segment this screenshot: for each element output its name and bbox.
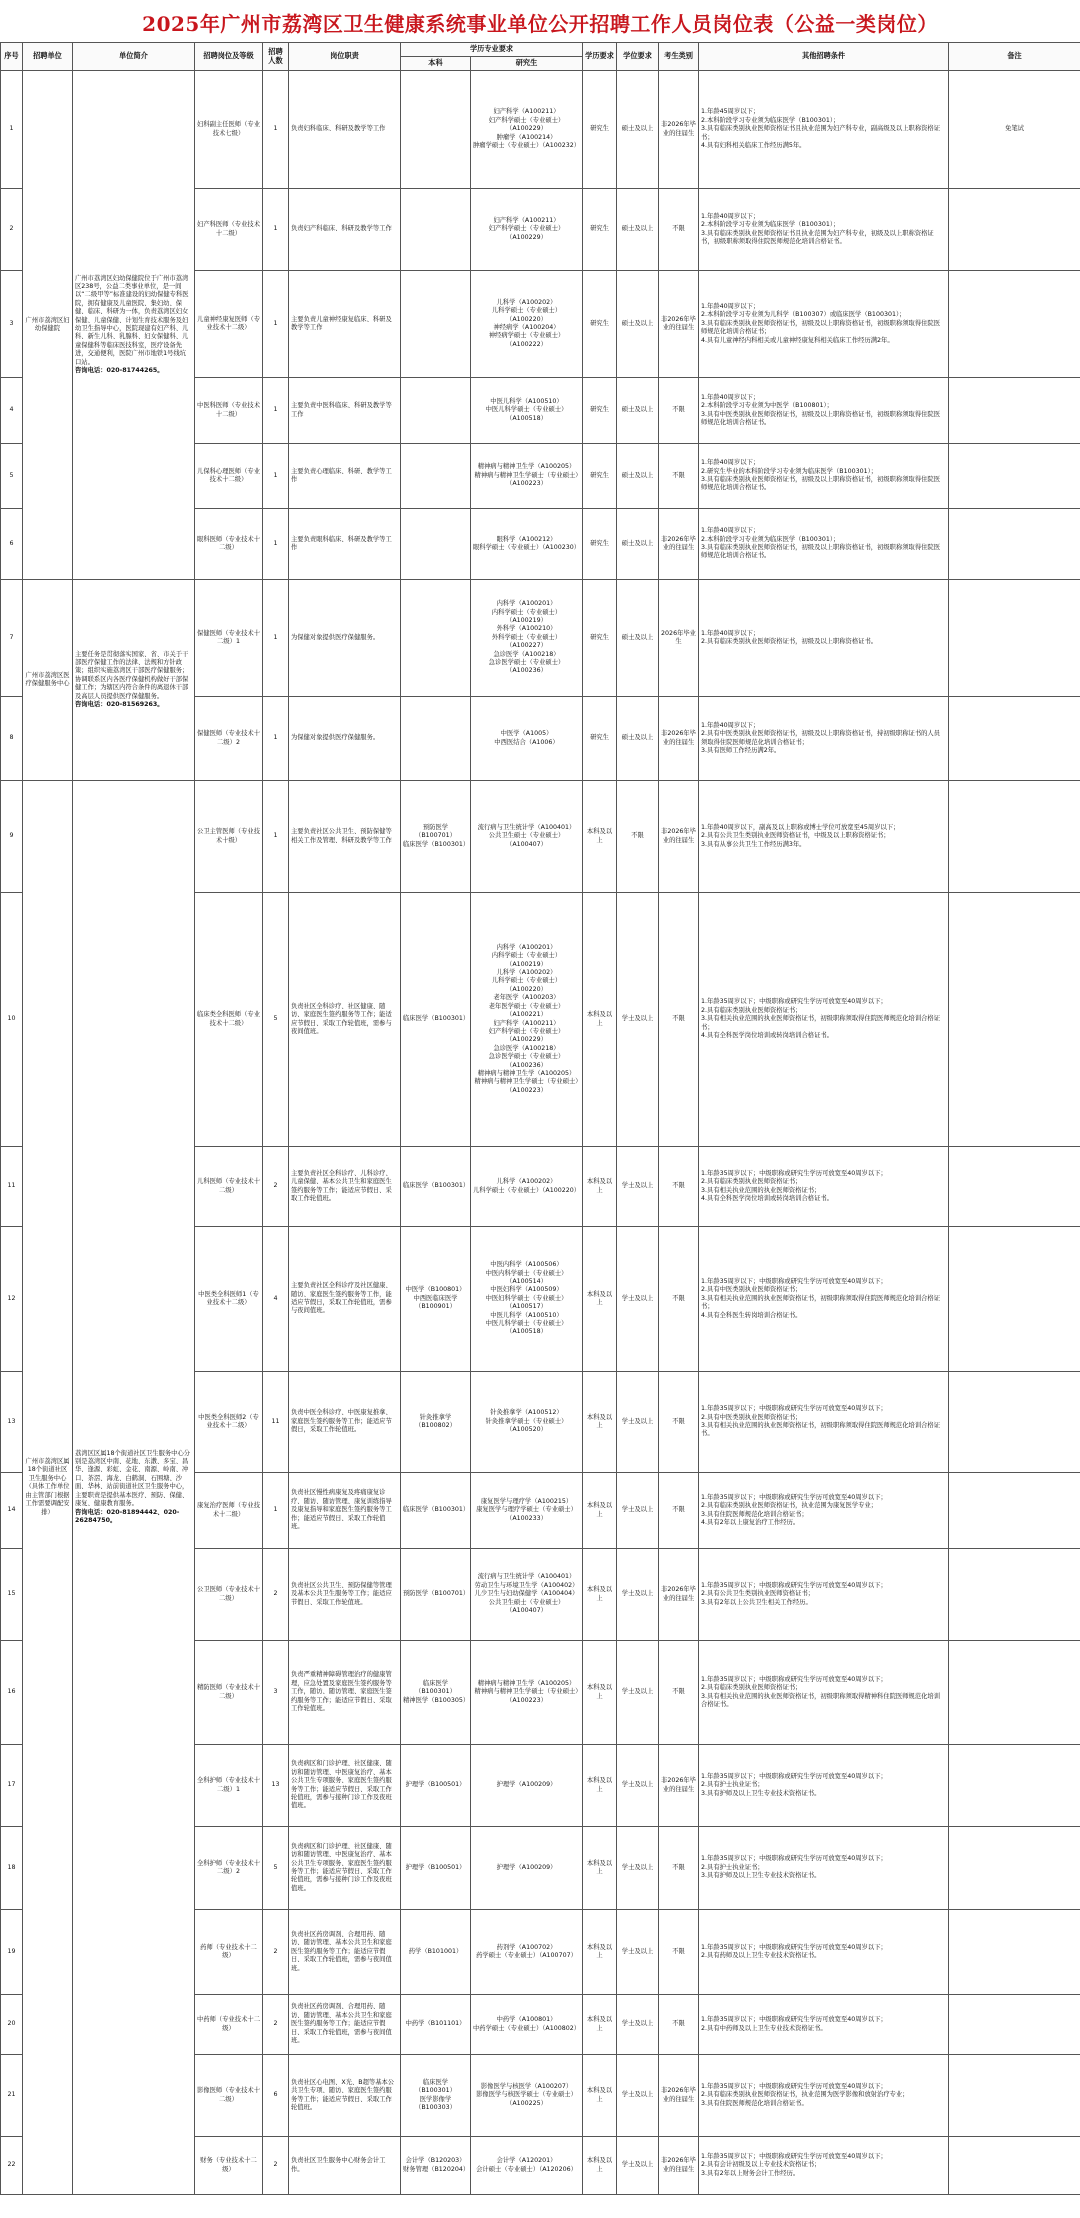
job-table <box>0 42 1080 2195</box>
cell-duty: 主要负责眼科临床、科研及教学等工作 <box>289 509 401 580</box>
cell-grad: 会计学（A120201） 会计硕士（专业硕士）（A120206） <box>471 2137 583 2195</box>
cell-ug: 临床医学（B100301） 精神医学（B100305） <box>401 1641 471 1745</box>
cell-num: 1 <box>263 697 289 781</box>
cell-degree: 硕士及以上 <box>617 271 659 378</box>
cell-degree: 学士及以上 <box>617 1910 659 1995</box>
cell-num: 5 <box>263 1827 289 1910</box>
cell-cond: 1.年龄40周岁以下； 2.本科阶段学习专业须为临床医学（B100301）； 3.具有临床类别执业医师资格证书，初级及以上职称资格证书，初级职称须取得住院医师规范化培训合格证书。 <box>699 509 949 580</box>
cell-grad: 儿科学（A100202） 儿科学硕士（专业硕士）（A100220） <box>471 1147 583 1227</box>
cell-degree: 学士及以上 <box>617 1227 659 1372</box>
cell-num: 1 <box>263 271 289 378</box>
cell-seq: 1 <box>1 71 23 189</box>
cell-duty: 主要负责儿童神经康复临床、科研及教学等工作 <box>289 271 401 378</box>
cell-cond: 1.年龄35周岁以下；中级职称或研究生学历可放宽至40周岁以下； 2.具有会计初级及以上专业技术资格证书； 3.具有2年以上财务会计工作经历。 <box>699 2137 949 2195</box>
cell-post: 药师（专业技术十二级） <box>195 1910 263 1995</box>
cell-edu: 本科及以上 <box>583 1473 617 1549</box>
cell-cond: 1.年龄40周岁以下； 2.具有临床类别执业医师资格证书，初级及以上职称资格证书。 <box>699 580 949 697</box>
cell-edu: 研究生 <box>583 71 617 189</box>
cell-num: 4 <box>263 1227 289 1372</box>
cell-intro <box>73 71 195 580</box>
cell-post: 影像医师（专业技术十二级） <box>195 2055 263 2137</box>
cell-cond: 1.年龄40周岁以下； 2.本科阶段学习专业须为儿科学（B100307）或临床医学（B100301）； 3.具有临床类别执业医师资格证书，初级及以上职称资格证书，初级职称须取得住院医师规范化培训合格证书； 4.具有儿童神经内科相关或儿童神经康复科相关临床工作经历满2年。 <box>699 271 949 378</box>
cell-edu: 研究生 <box>583 580 617 697</box>
cell-edu: 本科及以上 <box>583 1549 617 1641</box>
cell-degree: 硕士及以上 <box>617 444 659 509</box>
cell-post: 中药师（专业技术十二级） <box>195 1995 263 2055</box>
cell-duty: 负责社区公共卫生、预防保健等管理及基本公共卫生服务等工作；能适应节假日、采取工作轮值班。 <box>289 1549 401 1641</box>
cell-note <box>949 1549 1080 1641</box>
cell-duty: 负责妇科临床、科研及教学等工作 <box>289 71 401 189</box>
header-duty: 岗位职责 <box>289 43 401 71</box>
table-row <box>1 580 1080 697</box>
cell-note <box>949 2137 1080 2195</box>
cell-edu: 本科及以上 <box>583 1910 617 1995</box>
cell-grad: 妇产科学（A100211） 妇产科学硕士（专业硕士）（A100229） 肿瘤学（A100214） 肿瘤学硕士（专业硕士）（A100232） <box>471 71 583 189</box>
cell-cond: 1.年龄40周岁以下； 2.具有中医类别执业医师资格证书，初级及以上职称资格证书，持初级职称证书的人员须取得住院医师规范化培训合格证书； 3.具有医师工作经历满2年。 <box>699 697 949 781</box>
cell-intro <box>73 580 195 781</box>
cell-edu: 本科及以上 <box>583 2055 617 2137</box>
unit-intro-text: 广州市荔湾区妇幼保健院位于广州市荔湾区238号，公益二类事业单位，是一间以“二级甲等”标准建设的妇幼保健专科医院，拥有健康及儿童医院、集妇幼、保健、临床、科研为一体，负责荔湾区妇女保健、儿童保健、计划生育技术服务及妇幼卫生指导中心，医院现建有妇产科、儿科、新生儿科、乳腺科、妇女保健科、儿童保健科等临床医技科室，医疗设备先进，交通便利，医院广州市地铁1号线坑口站。 <box>75 274 189 366</box>
cell-degree: 硕士及以上 <box>617 189 659 271</box>
cell-cand: 非2026年毕业的往届生 <box>659 781 699 893</box>
header-degree: 学位要求 <box>617 43 659 71</box>
cell-note <box>949 189 1080 271</box>
cell-ug: 中药学（B101101） <box>401 1995 471 2055</box>
cell-post: 公卫医师（专业技术十二级） <box>195 1549 263 1641</box>
cell-degree: 学士及以上 <box>617 1549 659 1641</box>
cell-ug: 预防医学（B100701） 临床医学（B100301） <box>401 781 471 893</box>
cell-seq: 6 <box>1 509 23 580</box>
cell-cand: 不限 <box>659 1827 699 1910</box>
cell-edu: 本科及以上 <box>583 1372 617 1473</box>
cell-seq: 11 <box>1 1147 23 1227</box>
cell-cond: 1.年龄35周岁以下；中级职称或研究生学历可放宽至40周岁以下； 2.具有临床类别执业医师资格证书，执业范围为康复医学专业； 3.具有住院医师规范化培训合格证书； 4.具有2年以上康复治疗工作经历。 <box>699 1473 949 1549</box>
header-num: 招聘人数 <box>263 43 289 71</box>
cell-cand: 不限 <box>659 1372 699 1473</box>
header-cond: 其他招聘条件 <box>699 43 949 71</box>
cell-ug: 会计学（B120203） 财务管理（B120204） <box>401 2137 471 2195</box>
cell-degree: 不限 <box>617 781 659 893</box>
cell-cand: 非2026年毕业的往届生 <box>659 1549 699 1641</box>
cell-ug <box>401 378 471 444</box>
cell-ug <box>401 271 471 378</box>
cell-seq: 20 <box>1 1995 23 2055</box>
cell-duty: 为保健对象提供医疗保健服务。 <box>289 580 401 697</box>
unit-phone: 咨询电话：020-81894442、020-26284750。 <box>75 1508 180 1524</box>
cell-note <box>949 580 1080 697</box>
cell-note <box>949 1745 1080 1827</box>
table-row <box>1 71 1080 189</box>
cell-cand: 不限 <box>659 1995 699 2055</box>
cell-post: 精防医师（专业技术十二级） <box>195 1641 263 1745</box>
cell-grad: 药剂学（A100702） 药学硕士（专业硕士）（A100707） <box>471 1910 583 1995</box>
cell-edu: 本科及以上 <box>583 781 617 893</box>
cell-grad: 内科学（A100201） 内科学硕士（专业硕士）（A100219） 外科学（A100210） 外科学硕士（专业硕士）（A100227） 急诊医学（A100218） 急诊医学硕士（专业硕士）（A100236） <box>471 580 583 697</box>
cell-cond: 1.年龄35周岁以下；中级职称或研究生学历可放宽至40周岁以下； 2.具有中医类别执业医师资格证书； 3.具有相关执业范围的执业医师资格证书，初级职称须取得住院医师规范化培训合格证书。 <box>699 1372 949 1473</box>
cell-ug: 临床医学（B100301） <box>401 893 471 1147</box>
cell-cand: 不限 <box>659 1473 699 1549</box>
cell-note <box>949 1827 1080 1910</box>
cell-degree: 硕士及以上 <box>617 71 659 189</box>
cell-seq: 18 <box>1 1827 23 1910</box>
header-ug: 本科 <box>401 57 471 71</box>
cell-cand: 非2026年毕业的往届生 <box>659 2137 699 2195</box>
cell-duty: 主要负责心理临床、科研、教学等工作 <box>289 444 401 509</box>
cell-num: 11 <box>263 1372 289 1473</box>
cell-num: 13 <box>263 1745 289 1827</box>
header-grad: 研究生 <box>471 57 583 71</box>
cell-ug: 临床医学（B100301） 医学影像学（B100303） <box>401 2055 471 2137</box>
cell-post: 中医科医师（专业技术十二级） <box>195 378 263 444</box>
unit-intro-text: 主要任务是贯彻落实国家、省、市关于干部医疗保健工作的法律、法规和方针政策；组织实施荔湾区干部医疗保健服务；协调联系区内各医疗保健机构做好干部保健工作；为辖区内符合条件的离退休干部及高层人员提供医疗保健服务。 <box>75 650 189 700</box>
header-major: 学历专业要求 <box>401 43 583 57</box>
cell-cand: 不限 <box>659 1641 699 1745</box>
cell-cond: 1.年龄35周岁以下；中级职称或研究生学历可放宽至40周岁以下； 2.具有护士执业证书； 3.具有护师及以上卫生专业技术资格证书。 <box>699 1827 949 1910</box>
cell-note: 免笔试 <box>949 71 1080 189</box>
cell-num: 3 <box>263 1641 289 1745</box>
cell-cand: 非2026年毕业的往届生 <box>659 71 699 189</box>
cell-seq: 5 <box>1 444 23 509</box>
cell-duty: 负责妇产科临床、科研及教学等工作 <box>289 189 401 271</box>
cell-cond: 1.年龄40周岁以下，副高及以上职称或博士学位可放宽至45周岁以下； 2.具有公共卫生类别执业医师资格证书，中级及以上职称资格证书； 3.具有从事公共卫生工作经历满3年。 <box>699 781 949 893</box>
cell-degree: 硕士及以上 <box>617 509 659 580</box>
cell-grad: 精神病与精神卫生学（A100205） 精神病与精神卫生学硕士（专业硕士）（A100223） <box>471 444 583 509</box>
cell-grad: 内科学（A100201） 内科学硕士（专业硕士）（A100219） 儿科学（A100202） 儿科学硕士（专业硕士）（A100220） 老年医学（A100203） 老年医学硕士（专业硕士）（A100221） 妇产科学（A100211） 妇产科学硕士（专业硕士）（A100229） 急诊医学（A100218） 急诊医学硕士（专业硕士）（A100236） 精神病与精神卫生学（A100205） 精神病与精神卫生学硕士（专业硕士）（A100223） <box>471 893 583 1147</box>
table-body <box>1 71 1080 2195</box>
cell-num: 1 <box>263 378 289 444</box>
cell-degree: 学士及以上 <box>617 1473 659 1549</box>
cell-grad: 中医儿科学（A100510） 中医儿科学硕士（专业硕士）（A100518） <box>471 378 583 444</box>
cell-num: 2 <box>263 1549 289 1641</box>
cell-degree: 学士及以上 <box>617 2137 659 2195</box>
cell-ug: 护理学（B100501） <box>401 1745 471 1827</box>
cell-grad: 护理学（A100209） <box>471 1745 583 1827</box>
cell-post: 中医类全科医师2（专业技术十二级） <box>195 1372 263 1473</box>
cell-grad: 中医内科学（A100506） 中医内科学硕士（专业硕士）（A100514） 中医妇科学（A100509） 中医妇科学硕士（专业硕士）（A100517） 中医儿科学（A100510） 中医儿科学硕士（专业硕士）（A100518） <box>471 1227 583 1372</box>
header-unit: 招聘单位 <box>23 43 73 71</box>
cell-num: 1 <box>263 444 289 509</box>
cell-duty: 主要负责社区公共卫生、预防保健等相关工作及管理、科研及教学等工作 <box>289 781 401 893</box>
cell-cand: 不限 <box>659 893 699 1147</box>
table-row <box>1 781 1080 893</box>
cell-cond: 1.年龄35周岁以下；中级职称或研究生学历可放宽至40周岁以下； 2.具有公共卫生类别执业医师资格证书； 3.具有2年以上公共卫生相关工作经历。 <box>699 1549 949 1641</box>
cell-ug <box>401 509 471 580</box>
cell-degree: 学士及以上 <box>617 1827 659 1910</box>
cell-degree: 硕士及以上 <box>617 580 659 697</box>
cell-degree: 学士及以上 <box>617 1147 659 1227</box>
cell-post: 妇科副主任医师（专业技术七级） <box>195 71 263 189</box>
cell-cand: 非2026年毕业的往届生 <box>659 697 699 781</box>
cell-grad: 护理学（A100209） <box>471 1827 583 1910</box>
cell-num: 2 <box>263 1910 289 1995</box>
cell-post: 全科护师（专业技术十二级）2 <box>195 1827 263 1910</box>
cell-seq: 17 <box>1 1745 23 1827</box>
cell-edu: 本科及以上 <box>583 1147 617 1227</box>
cell-grad: 眼科学（A100212） 眼科学硕士（专业硕士）（A100230） <box>471 509 583 580</box>
cell-duty: 为保健对象提供医疗保健服务。 <box>289 697 401 781</box>
cell-edu: 本科及以上 <box>583 1745 617 1827</box>
unit-phone: 咨询电话：020-81569263。 <box>75 701 164 709</box>
cell-grad: 康复医学与理疗学（A100215） 康复医学与理疗学硕士（专业硕士）（A100233） <box>471 1473 583 1549</box>
cell-ug: 中医学（B100801） 中西医临床医学（B100901） <box>401 1227 471 1372</box>
cell-num: 2 <box>263 1147 289 1227</box>
cell-ug: 临床医学（B100301） <box>401 1473 471 1549</box>
cell-edu: 研究生 <box>583 697 617 781</box>
header-post: 招聘岗位及等级 <box>195 43 263 71</box>
cell-cand: 不限 <box>659 444 699 509</box>
cell-cand: 不限 <box>659 1910 699 1995</box>
cell-ug: 临床医学（B100301） <box>401 1147 471 1227</box>
cell-ug <box>401 189 471 271</box>
cell-note <box>949 697 1080 781</box>
cell-grad: 流行病与卫生统计学（A100401） 劳动卫生与环境卫生学（A100402） 儿少卫生与妇幼保健学（A100404） 公共卫生硕士（专业硕士）（A100407） <box>471 1549 583 1641</box>
cell-unit: 广州市荔湾区妇幼保健院 <box>23 71 73 580</box>
cell-duty: 主要负责社区全科诊疗、儿科诊疗、儿童保健、基本公共卫生和家庭医生签约服务等工作；能适应节假日、采取工作轮值班。 <box>289 1147 401 1227</box>
cell-ug <box>401 580 471 697</box>
cell-cond: 1.年龄40周岁以下； 2.本科阶段学习专业须为临床医学（B100301）； 3.具有临床类别执业医师资格证书且执业范围为妇产科专业，初级及以上职称资格证书，初级职称须取得住院医师规范化培训合格证书。 <box>699 189 949 271</box>
cell-post: 儿保科心理医师（专业技术十二级） <box>195 444 263 509</box>
cell-num: 1 <box>263 189 289 271</box>
cell-degree: 学士及以上 <box>617 1745 659 1827</box>
cell-cond: 1.年龄35周岁以下；中级职称或研究生学历可放宽至40周岁以下； 2.具有护士执业证书； 3.具有护师及以上卫生专业技术资格证书。 <box>699 1745 949 1827</box>
header-seq: 序号 <box>1 43 23 71</box>
cell-grad: 针灸推拿学（A100512） 针灸推拿学硕士（专业硕士）（A100520） <box>471 1372 583 1473</box>
cell-post: 中医类全科医师1（专业技术十二级） <box>195 1227 263 1372</box>
cell-num: 1 <box>263 509 289 580</box>
cell-post: 财务（专业技术十二级） <box>195 2137 263 2195</box>
cell-grad: 精神病与精神卫生学（A100205） 精神病与精神卫生学硕士（专业硕士）（A100223） <box>471 1641 583 1745</box>
cell-degree: 学士及以上 <box>617 1641 659 1745</box>
cell-seq: 12 <box>1 1227 23 1372</box>
cell-edu: 研究生 <box>583 271 617 378</box>
cell-duty: 负责严重精神障碍管理治疗的健康管理，应急处置及家庭医生签约服务等工作，随访、随访管理、家庭医生签约服务等工作；能适应节假日、采取工作轮值班。 <box>289 1641 401 1745</box>
cell-post: 公卫主管医师（专业技术十级） <box>195 781 263 893</box>
cell-edu: 本科及以上 <box>583 1641 617 1745</box>
cell-seq: 10 <box>1 893 23 1147</box>
cell-note <box>949 1147 1080 1227</box>
cell-grad: 中药学（A100801） 中药学硕士（专业硕士）（A100802） <box>471 1995 583 2055</box>
cell-cond: 1.年龄35周岁以下；中级职称或研究生学历可放宽至40周岁以下； 2.具有药师及以上卫生专业技术资格证书。 <box>699 1910 949 1995</box>
cell-unit: 广州市荔湾区属18个街道社区卫生服务中心（具体工作单位由主管部门根据工作需要调配安排） <box>23 781 73 2195</box>
cell-note <box>949 1641 1080 1745</box>
cell-cond: 1.年龄40周岁以下； 2.本科阶段学习专业须为中医学（B100801）； 3.具有中医类别执业医师资格证书，初级及以上职称资格证书，初级职称须取得住院医师规范化培训合格证书。 <box>699 378 949 444</box>
cell-cond: 1.年龄35周岁以下；中级职称或研究生学历可放宽至40周岁以下； 2.具有中药师及以上卫生专业技术资格证书。 <box>699 1995 949 2055</box>
cell-edu: 本科及以上 <box>583 1827 617 1910</box>
cell-cand: 不限 <box>659 1147 699 1227</box>
header-edu: 学历要求 <box>583 43 617 71</box>
cell-duty: 负责社区药房调剂、合理用药、随访、随访管理、基本公共卫生和家庭医生签约服务等工作；能适应节假日、采取工作轮值班，需参与夜间值班。 <box>289 1995 401 2055</box>
header-cand: 考生类别 <box>659 43 699 71</box>
unit-intro-text: 荔湾区区属18个街道社区卫生服务中心分别是荔湾区中南、花地、东漖、多宝、昌华、逢源、彩虹、金花、南源、岭南、冲口、茶滘、海龙、白鹤洞、石围塘、沙面、华林、站前街道社区卫生服务中心，主要职责是提供基本医疗、预防、保健、康复、健康教育服务。 <box>75 1449 191 1508</box>
cell-degree: 学士及以上 <box>617 1995 659 2055</box>
cell-grad: 流行病与卫生统计学（A100401） 公共卫生硕士（专业硕士）（A100407） <box>471 781 583 893</box>
cell-degree: 学士及以上 <box>617 2055 659 2137</box>
cell-grad: 妇产科学（A100211） 妇产科学硕士（专业硕士）（A100229） <box>471 189 583 271</box>
cell-unit: 广州市荔湾区医疗保健服务中心 <box>23 580 73 781</box>
cell-seq: 21 <box>1 2055 23 2137</box>
cell-num: 1 <box>263 71 289 189</box>
cell-edu: 研究生 <box>583 189 617 271</box>
cell-duty: 负责中医全科诊疗、中医康复推拿、家庭医生签约服务等工作；能适应节假日，采取工作轮值班。 <box>289 1372 401 1473</box>
cell-ug: 护理学（B100501） <box>401 1827 471 1910</box>
cell-seq: 7 <box>1 580 23 697</box>
header-note: 备注 <box>949 43 1080 71</box>
cell-note <box>949 893 1080 1147</box>
cell-degree: 硕士及以上 <box>617 697 659 781</box>
cell-degree: 硕士及以上 <box>617 378 659 444</box>
cell-duty: 负责病区和门诊护理、社区健康、随访和随访管理、中医康复治疗、基本公共卫生专项服务、家庭医生签约服务等工作；能适应节假日、采取工作轮值班，需参与接种门诊工作及夜班值班。 <box>289 1745 401 1827</box>
cell-note <box>949 1910 1080 1995</box>
cell-cond: 1.年龄35周岁以下；中级职称或研究生学历可放宽至40周岁以下； 2.具有临床类别执业医师资格证书，执业范围为医学影像和放射治疗专业； 3.具有住院医师规范化培训合格证书。 <box>699 2055 949 2137</box>
cell-num: 1 <box>263 1473 289 1549</box>
cell-duty: 负责社区心电图、X光、B超等基本公共卫生专项、随访、家庭医生签约服务等工作；能适应节假日、采取工作轮值班。 <box>289 2055 401 2137</box>
cell-grad: 中医学（A1005） 中西医结合（A1006） <box>471 697 583 781</box>
cell-note <box>949 2055 1080 2137</box>
cell-degree: 学士及以上 <box>617 893 659 1147</box>
cell-cand: 不限 <box>659 1227 699 1372</box>
cell-cond: 1.年龄35周岁以下；中级职称或研究生学历可放宽至40周岁以下； 2.具有临床类别执业医师资格证书； 3.具有相关执业范围的执业医师资格证书，初级职称须取得精神科住院医师规范化培训合格证书。 <box>699 1641 949 1745</box>
cell-post: 保健医师（专业技术十二级）1 <box>195 580 263 697</box>
cell-cond: 1.年龄45周岁以下； 2.本科阶段学习专业须为临床医学（B100301）； 3.具有临床类别执业医师资格证书且执业范围为妇产科专业，副高级及以上职称资格证书； 4.具有妇科相关临床工作经历满5年。 <box>699 71 949 189</box>
cell-edu: 本科及以上 <box>583 1995 617 2055</box>
cell-note <box>949 1227 1080 1372</box>
cell-edu: 本科及以上 <box>583 2137 617 2195</box>
cell-post: 儿童神经康复医师（专业技术十二级） <box>195 271 263 378</box>
cell-note <box>949 1473 1080 1549</box>
cell-num: 1 <box>263 781 289 893</box>
cell-note <box>949 1372 1080 1473</box>
cell-duty: 负责病区和门诊护理、社区健康、随访和随访管理、中医康复治疗、基本公共卫生专项服务、家庭医生签约服务等工作；能适应节假日、采取工作轮值班，需参与接种门诊工作及夜班值班。 <box>289 1827 401 1910</box>
cell-seq: 2 <box>1 189 23 271</box>
cell-seq: 22 <box>1 2137 23 2195</box>
cell-post: 保健医师（专业技术十二级）2 <box>195 697 263 781</box>
cell-num: 5 <box>263 893 289 1147</box>
cell-note <box>949 509 1080 580</box>
cell-cand: 不限 <box>659 378 699 444</box>
cell-cond: 1.年龄35周岁以下；中级职称或研究生学历可放宽至40周岁以下； 2.具有中医类别执业医师资格证书； 3.具有相关执业范围的执业医师资格证书，初级职称须取得住院医师规范化培训合格证书； 4.具有全科医生转岗培训合格证书。 <box>699 1227 949 1372</box>
cell-degree: 学士及以上 <box>617 1372 659 1473</box>
cell-grad: 儿科学（A100202） 儿科学硕士（专业硕士）（A100220） 神经病学（A100204） 神经病学硕士（专业硕士）（A100222） <box>471 271 583 378</box>
cell-cand: 不限 <box>659 189 699 271</box>
cell-seq: 8 <box>1 697 23 781</box>
cell-note <box>949 378 1080 444</box>
cell-cand: 非2026年毕业的往届生 <box>659 271 699 378</box>
unit-phone: 咨询电话：020-81744265。 <box>75 367 164 375</box>
cell-seq: 9 <box>1 781 23 893</box>
cell-seq: 13 <box>1 1372 23 1473</box>
cell-grad: 影像医学与核医学（A100207） 影像医学与核医学硕士（专业硕士）（A100225） <box>471 2055 583 2137</box>
cell-duty: 负责社区卫生服务中心财务会计工作。 <box>289 2137 401 2195</box>
cell-ug <box>401 697 471 781</box>
cell-ug: 预防医学（B100701） <box>401 1549 471 1641</box>
cell-duty: 负责社区慢性病康复及疼痛康复诊疗、随访、随访管理、康复训练指导及康复指导和家庭医生签约服务等工作；能适应节假日、采取工作轮值班。 <box>289 1473 401 1549</box>
cell-ug: 药学（B101001） <box>401 1910 471 1995</box>
cell-num: 6 <box>263 2055 289 2137</box>
cell-note <box>949 444 1080 509</box>
cell-edu: 本科及以上 <box>583 893 617 1147</box>
cell-post: 眼科医师（专业技术十二级） <box>195 509 263 580</box>
cell-ug: 针灸推拿学（B100802） <box>401 1372 471 1473</box>
cell-num: 2 <box>263 2137 289 2195</box>
cell-cand: 非2026年毕业的往届生 <box>659 509 699 580</box>
cell-edu: 研究生 <box>583 378 617 444</box>
cell-cond: 1.年龄40周岁以下； 2.研究生毕业的本科阶段学习专业须为临床医学（B100301）； 3.具有临床类别执业医师资格证书，初级及以上职称资格证书，初级职称须取得住院医师规范化培训合格证书。 <box>699 444 949 509</box>
cell-edu: 研究生 <box>583 509 617 580</box>
cell-post: 儿科医师（专业技术十二级） <box>195 1147 263 1227</box>
cell-post: 妇产科医师（专业技术十二级） <box>195 189 263 271</box>
cell-post: 康复治疗医师（专业技术十二级） <box>195 1473 263 1549</box>
cell-post: 全科护师（专业技术十二级）1 <box>195 1745 263 1827</box>
cell-seq: 3 <box>1 271 23 378</box>
cell-duty: 主要负责中医科临床、科研及教学等工作 <box>289 378 401 444</box>
cell-ug <box>401 444 471 509</box>
cell-ug <box>401 71 471 189</box>
cell-seq: 4 <box>1 378 23 444</box>
cell-seq: 19 <box>1 1910 23 1995</box>
cell-edu: 研究生 <box>583 444 617 509</box>
cell-note <box>949 271 1080 378</box>
cell-note <box>949 1995 1080 2055</box>
cell-cand: 非2026年毕业的往届生 <box>659 2055 699 2137</box>
cell-intro <box>73 781 195 2195</box>
cell-cand: 非2026年毕业的往届生 <box>659 1745 699 1827</box>
cell-edu: 本科及以上 <box>583 1227 617 1372</box>
cell-duty: 负责社区药房调剂、合理用药、随访、随访管理、基本公共卫生和家庭医生签约服务等工作；能适应节假日、采取工作轮值班，需参与夜间值班。 <box>289 1910 401 1995</box>
cell-num: 1 <box>263 580 289 697</box>
cell-cond: 1.年龄35周岁以下；中级职称或研究生学历可放宽至40周岁以下； 2.具有临床类别执业医师资格证书； 3.具有相关执业范围的执业医师资格证书； 4.具有全科医学岗位培训或转岗培训合格证书。 <box>699 1147 949 1227</box>
cell-cond: 1.年龄35周岁以下；中级职称或研究生学历可放宽至40周岁以下； 2.具有临床类别执业医师资格证书； 3.具有相关执业范围的执业医师资格证书，初级职称须取得住院医师规范化培训合格证书； 4.具有全科医学岗位培训或转岗培训合格证书。 <box>699 893 949 1147</box>
cell-seq: 15 <box>1 1549 23 1641</box>
cell-duty: 主要负责社区全科诊疗及社区健康、随访、家庭医生签约服务等工作，能适应节假日，采取工作轮值班，需参与夜间值班。 <box>289 1227 401 1372</box>
cell-seq: 14 <box>1 1473 23 1549</box>
cell-duty: 负责社区全科诊疗、社区健康、随访、家庭医生签约服务等工作；能适应节假日、采取工作轮值班，需参与夜间值班。 <box>289 893 401 1147</box>
cell-post: 临床类全科医师（专业技术十二级） <box>195 893 263 1147</box>
page-title: 2025年广州市荔湾区卫生健康系统事业单位公开招聘工作人员岗位表（公益一类岗位） <box>142 12 938 36</box>
cell-cand: 2026年毕业生 <box>659 580 699 697</box>
cell-num: 2 <box>263 1995 289 2055</box>
cell-note <box>949 781 1080 893</box>
cell-seq: 16 <box>1 1641 23 1745</box>
header-intro: 单位简介 <box>73 43 195 71</box>
